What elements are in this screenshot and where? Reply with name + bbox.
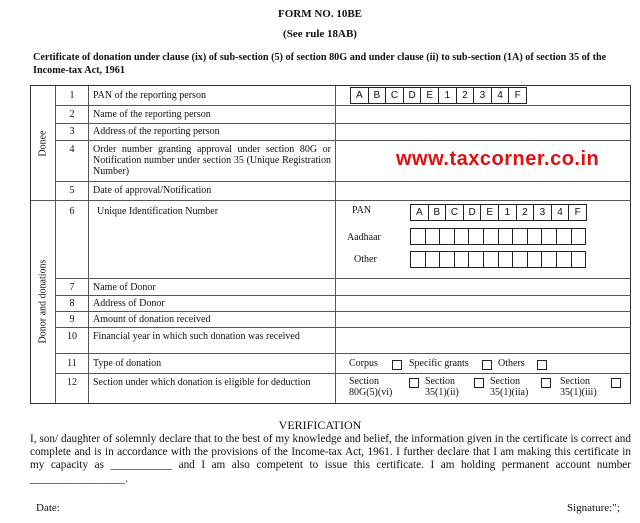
pan-cell[interactable]: E [480, 204, 499, 221]
row-label-address: Address of the reporting person [93, 126, 220, 137]
form-table [30, 85, 631, 404]
deduction-80g-checkbox[interactable] [409, 378, 419, 388]
other-id-cells[interactable] [410, 251, 585, 268]
deduction-80g-line1: Section [349, 376, 379, 387]
section-label-donee: Donee [37, 130, 49, 157]
row-label-approval-date: Date of approval/Notification [93, 185, 212, 196]
pan-cell[interactable]: E [420, 87, 439, 104]
other-id-cell[interactable] [512, 251, 528, 268]
certificate-heading: Certificate of donation under clause (ix) of sub-section (5) of section 80G and under clause (ii) to sub-section (1A) of section 35 of the Income-tax Act, 1961 [33, 52, 607, 76]
donation-type-corpus-checkbox[interactable] [392, 360, 402, 370]
signature-label: Signature:"; [567, 502, 620, 514]
pan-cells-reporting[interactable] [350, 87, 526, 104]
other-id-cell[interactable] [498, 251, 514, 268]
donation-type-specific-checkbox[interactable] [482, 360, 492, 370]
aadhaar-cell[interactable] [498, 228, 514, 245]
pan-cell[interactable]: 4 [491, 87, 510, 104]
other-id-cell[interactable] [439, 251, 455, 268]
row-number: 10 [67, 331, 77, 342]
pan-cells-donor[interactable] [410, 204, 586, 221]
row-label-donor-name: Name of Donor [93, 282, 156, 293]
row-label-order-number: Order number granting approval under section 80G or Notification number under section 35 (Unique Registration Number) [93, 144, 331, 177]
pan-cell[interactable]: F [568, 204, 587, 221]
other-id-cell[interactable] [571, 251, 587, 268]
row-label-donor-address: Address of Donor [93, 298, 165, 309]
pan-cell[interactable]: B [368, 87, 387, 104]
form-title: FORM NO. 10BE [277, 8, 363, 20]
uid-aadhaar-label: Aadhaar [347, 232, 381, 243]
row-number: 2 [69, 109, 75, 120]
deduction-80g-label [349, 376, 392, 398]
row-label-donation-type: Type of donation [93, 358, 162, 369]
other-id-cell[interactable] [556, 251, 572, 268]
deduction-35-1-iia-line2: 35(1)(iia) [490, 387, 529, 398]
pan-cell[interactable]: A [410, 204, 429, 221]
deduction-35-1-ii-label [425, 376, 459, 398]
donation-type-corpus-label: Corpus [349, 358, 378, 369]
deduction-35-1-iii-label [560, 376, 597, 398]
watermark-url: www.taxcorner.co.in [396, 148, 600, 170]
aadhaar-cell[interactable] [556, 228, 572, 245]
row-label-uid: Unique Identification Number [97, 206, 219, 217]
aadhaar-cell[interactable] [468, 228, 484, 245]
pan-cell[interactable]: F [508, 87, 527, 104]
pan-cell[interactable]: 2 [456, 87, 475, 104]
deduction-35-1-iii-line2: 35(1)(iii) [560, 387, 597, 398]
date-label: Date: [36, 502, 60, 514]
rule-reference: (See rule 18AB) [283, 28, 357, 40]
deduction-35-1-iia-line1: Section [490, 376, 520, 387]
donation-type-specific-label: Specific grants [409, 358, 469, 369]
aadhaar-cell[interactable] [425, 228, 441, 245]
aadhaar-cell[interactable] [410, 228, 426, 245]
pan-cell[interactable]: C [445, 204, 464, 221]
deduction-35-1-ii-line1: Section [425, 376, 455, 387]
aadhaar-cell[interactable] [512, 228, 528, 245]
row-number: 5 [69, 185, 75, 196]
verification-text: I, son/ daughter of solemnly declare that to the best of my knowledge and belief, the information given in the certificate is correct and complete and is in accordance with the provisions of the Income-tax Act, 1961. I further declare that I am making this certificate in my capacity as ___________ and I am also competent to issue this certificate. I am holding permanent account number _________________. [30, 433, 631, 485]
other-id-cell[interactable] [527, 251, 543, 268]
other-id-cell[interactable] [425, 251, 441, 268]
deduction-35-1-iia-checkbox[interactable] [541, 378, 551, 388]
row-label-deduction-section: Section under which donation is eligible for deduction [93, 377, 311, 388]
row-number: 1 [69, 90, 75, 101]
aadhaar-cell[interactable] [483, 228, 499, 245]
aadhaar-cell[interactable] [571, 228, 587, 245]
row-number: 9 [69, 314, 75, 325]
pan-cell[interactable]: 3 [473, 87, 492, 104]
row-number: 6 [69, 206, 75, 217]
deduction-35-1-iii-line1: Section [560, 376, 590, 387]
pan-cell[interactable]: 4 [551, 204, 570, 221]
row-label-name: Name of the reporting person [93, 109, 211, 120]
other-id-cell[interactable] [410, 251, 426, 268]
other-id-cell[interactable] [541, 251, 557, 268]
aadhaar-cell[interactable] [454, 228, 470, 245]
section-label-donor: Donor and donations [37, 259, 49, 344]
pan-cell[interactable]: 3 [533, 204, 552, 221]
row-number: 8 [69, 298, 75, 309]
donation-type-others-label: Others [498, 358, 525, 369]
pan-cell[interactable]: C [385, 87, 404, 104]
aadhaar-cells[interactable] [410, 228, 585, 245]
uid-pan-label: PAN [352, 205, 372, 216]
pan-cell[interactable]: 2 [516, 204, 535, 221]
pan-cell[interactable]: B [428, 204, 447, 221]
pan-cell[interactable]: D [403, 87, 422, 104]
aadhaar-cell[interactable] [527, 228, 543, 245]
deduction-35-1-iia-label [490, 376, 528, 398]
pan-cell[interactable]: 1 [498, 204, 517, 221]
aadhaar-cell[interactable] [439, 228, 455, 245]
uid-other-label: Other [354, 254, 377, 265]
row-number: 3 [69, 126, 75, 137]
donation-type-others-checkbox[interactable] [537, 360, 547, 370]
other-id-cell[interactable] [454, 251, 470, 268]
deduction-35-1-iii-checkbox[interactable] [611, 378, 621, 388]
row-label-financial-year: Financial year in which such donation was received [93, 331, 300, 342]
deduction-35-1-ii-checkbox[interactable] [474, 378, 484, 388]
pan-cell[interactable]: 1 [438, 87, 457, 104]
aadhaar-cell[interactable] [541, 228, 557, 245]
other-id-cell[interactable] [468, 251, 484, 268]
row-number: 11 [67, 358, 77, 369]
row-number: 12 [67, 377, 77, 388]
row-label-amount: Amount of donation received [93, 314, 211, 325]
row-label-pan: PAN of the reporting person [93, 90, 206, 101]
pan-cell[interactable]: D [463, 204, 482, 221]
deduction-35-1-ii-line2: 35(1)(ii) [425, 387, 459, 398]
pan-cell[interactable]: A [350, 87, 369, 104]
deduction-80g-line2: 80G(5)(vi) [349, 387, 393, 398]
row-number: 7 [69, 282, 75, 293]
other-id-cell[interactable] [483, 251, 499, 268]
row-number: 4 [69, 144, 75, 155]
verification-title: VERIFICATION [278, 418, 362, 432]
